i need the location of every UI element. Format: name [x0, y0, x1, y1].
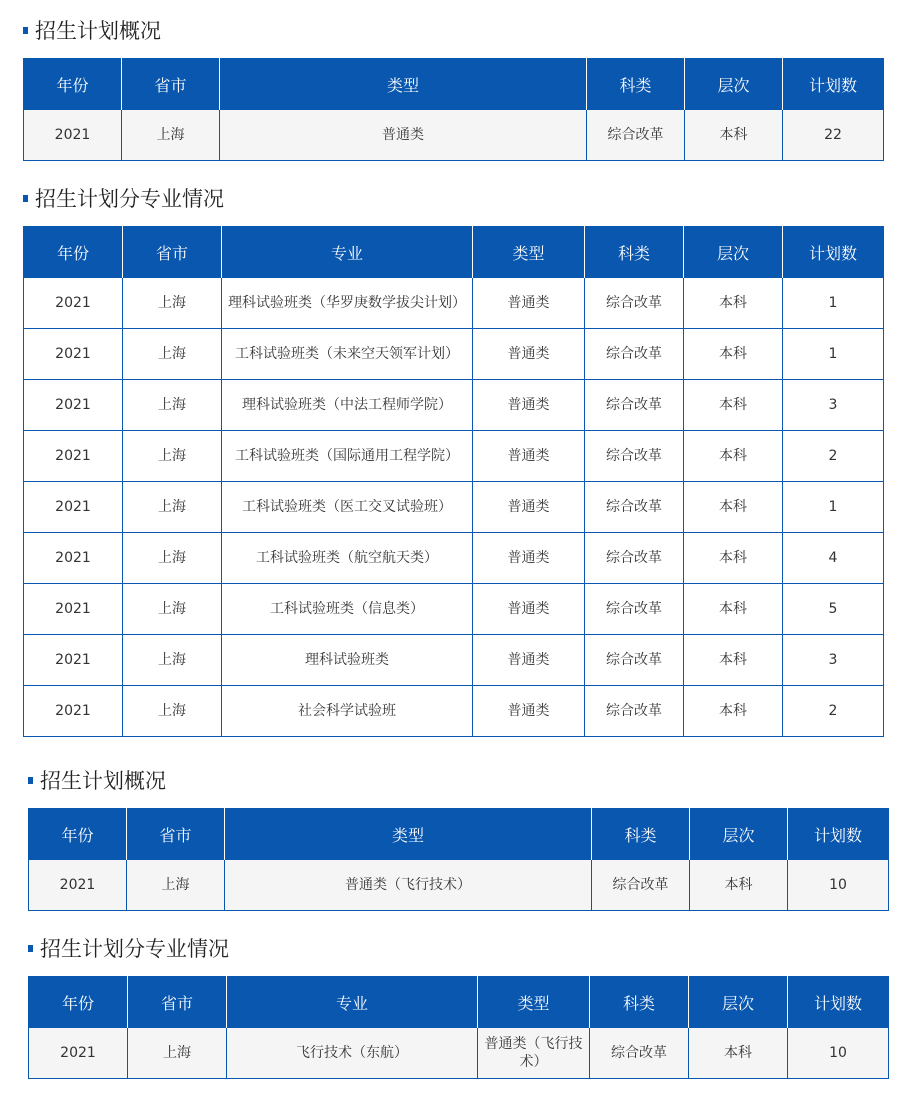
table-row: 2021 上海 理科试验班类（中法工程师学院） 普通类 综合改革 本科 3	[24, 380, 884, 431]
header-subject: 科类	[587, 59, 685, 110]
plan-overview-table	[23, 58, 884, 161]
header-level: 层次	[689, 977, 788, 1028]
header-count: 计划数	[788, 809, 889, 860]
header-year: 年份	[29, 977, 128, 1028]
header-province: 省市	[122, 59, 220, 110]
table-row: 2021 上海 普通类 综合改革 本科 22	[24, 110, 884, 161]
header-count: 计划数	[783, 59, 884, 110]
table-row: 2021 上海 飞行技术（东航） 普通类（飞行技术） 综合改革 本科 10	[29, 1028, 889, 1079]
table-header-row	[24, 59, 884, 110]
header-province: 省市	[123, 227, 222, 278]
table-row: 2021 上海 理科试验班类 普通类 综合改革 本科 3	[24, 635, 884, 686]
table-row: 2021 上海 工科试验班类（信息类） 普通类 综合改革 本科 5	[24, 584, 884, 635]
header-subject: 科类	[592, 809, 690, 860]
flight-major-plan-table	[28, 976, 889, 1079]
table-header-row	[24, 227, 884, 278]
table-header-row	[29, 977, 889, 1028]
header-year: 年份	[24, 59, 122, 110]
header-major: 专业	[222, 227, 473, 278]
table-row: 2021 上海 工科试验班类（未来空天领军计划） 普通类 综合改革 本科 1	[24, 329, 884, 380]
header-year: 年份	[24, 227, 123, 278]
header-count: 计划数	[788, 977, 889, 1028]
table-row: 2021 上海 普通类（飞行技术） 综合改革 本科 10	[29, 860, 889, 911]
header-type: 类型	[473, 227, 585, 278]
table-header-row	[29, 809, 889, 860]
table-row: 2021 上海 工科试验班类（航空航天类） 普通类 综合改革 本科 4	[24, 533, 884, 584]
header-year: 年份	[29, 809, 127, 860]
header-type: 类型	[220, 59, 587, 110]
table-row: 2021 上海 工科试验班类（国际通用工程学院） 普通类 综合改革 本科 2	[24, 431, 884, 482]
section-3-title: 招生计划概况	[28, 766, 166, 796]
title-bullet-icon	[28, 777, 33, 784]
table-row: 2021 上海 工科试验班类（医工交叉试验班） 普通类 综合改革 本科 1	[24, 482, 884, 533]
title-bullet-icon	[28, 945, 33, 952]
title-bullet-icon	[23, 195, 28, 202]
flight-plan-overview-table	[28, 808, 889, 911]
header-province: 省市	[128, 977, 227, 1028]
header-subject: 科类	[590, 977, 689, 1028]
section-1-title: 招生计划概况	[23, 16, 161, 46]
header-subject: 科类	[585, 227, 684, 278]
header-level: 层次	[685, 59, 783, 110]
section-4-title: 招生计划分专业情况	[28, 934, 229, 964]
section-2-title: 招生计划分专业情况	[23, 184, 224, 214]
table-row: 2021 上海 社会科学试验班 普通类 综合改革 本科 2	[24, 686, 884, 737]
header-level: 层次	[684, 227, 783, 278]
header-province: 省市	[127, 809, 225, 860]
title-bullet-icon	[23, 27, 28, 34]
header-count: 计划数	[783, 227, 884, 278]
table-row: 2021 上海 理科试验班类（华罗庚数学拔尖计划） 普通类 综合改革 本科 1	[24, 278, 884, 329]
header-type: 类型	[478, 977, 590, 1028]
header-level: 层次	[690, 809, 788, 860]
major-plan-table	[23, 226, 884, 737]
header-type: 类型	[225, 809, 592, 860]
header-major: 专业	[227, 977, 478, 1028]
